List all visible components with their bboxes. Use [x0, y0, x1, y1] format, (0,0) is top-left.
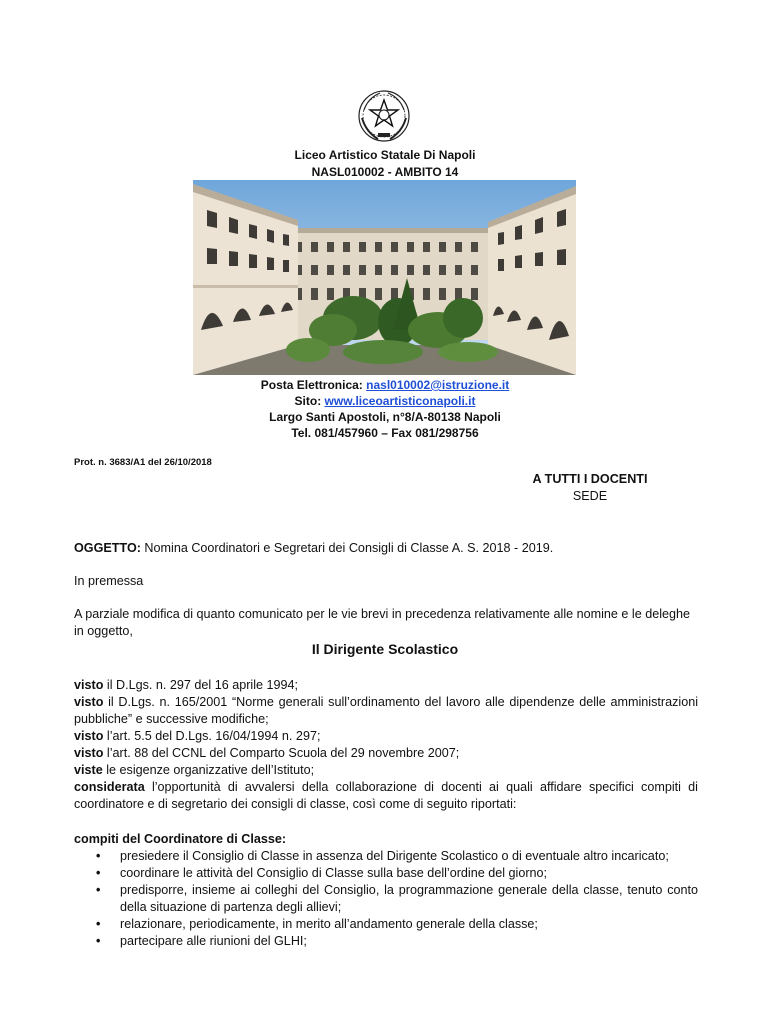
consideration-text: l’opportunità di avvalersi della collaborazione di docenti ai quali affidare specifici compiti di coordinatore e di segretario dei consigli di classe, così come di seguito riportati:: [74, 780, 698, 811]
consideration-keyword: considerata: [74, 780, 145, 794]
consideration-item: [74, 745, 698, 762]
duties-list: [74, 848, 698, 950]
considerations-list: [74, 677, 698, 813]
subject-line: [74, 540, 698, 557]
consideration-item: [74, 779, 698, 813]
consideration-keyword: visto: [74, 695, 104, 709]
intro-paragraph: A parziale modifica di quanto comunicato per le vie brevi in precedenza relativamente alle nomine e le deleghe in oggetto,: [74, 607, 691, 638]
email-link[interactable]: nasl010002@istruzione.it: [366, 378, 510, 392]
consideration-item: [74, 728, 698, 745]
recipient-block: [520, 471, 660, 505]
subject-label: OGGETTO:: [74, 541, 141, 555]
consideration-item: [74, 694, 698, 728]
list-item: • presiedere il Consiglio di Classe in assenza del Dirigente Scolastico o di eventuale altro incaricato;: [74, 848, 698, 865]
list-item: • coordinare le attività del Consiglio di Classe sulla base dell’ordine del giorno;: [74, 865, 698, 882]
consideration-keyword: viste: [74, 763, 103, 777]
email-label: Posta Elettronica:: [260, 378, 363, 392]
list-item: • partecipare alle riunioni del GLHI;: [74, 933, 698, 950]
consideration-text: l’art. 88 del CCNL del Comparto Scuola del 29 novembre 2007;: [103, 746, 460, 760]
consideration-text: l’art. 5.5 del D.Lgs. 16/04/1994 n. 297;: [103, 729, 321, 743]
site-link[interactable]: www.liceoartisticonapoli.it: [324, 394, 476, 408]
consideration-text: il D.Lgs. n. 297 del 16 aprile 1994;: [103, 678, 299, 692]
consideration-keyword: visto: [74, 678, 104, 692]
school-name: Liceo Artistico Statale Di Napoli: [294, 148, 476, 162]
recipient-line: A TUTTI I DOCENTI: [532, 472, 648, 486]
consideration-keyword: visto: [74, 746, 104, 760]
consideration-text: il D.Lgs. n. 165/2001 “Norme generali sull’ordinamento del lavoro alle dipendenze delle amministrazioni pubbliche” e successive modifiche;: [74, 695, 698, 726]
school-code: NASL010002 - AMBITO 14: [311, 165, 459, 179]
subject-text: Nomina Coordinatori e Segretari dei Consigli di Classe A. S. 2018 - 2019.: [140, 541, 554, 555]
site-label: Sito:: [294, 394, 322, 408]
consideration-item: [74, 762, 698, 779]
consideration-item: [74, 677, 698, 694]
protocol-number: Prot. n. 3683/A1 del 26/10/2018: [74, 457, 212, 468]
consideration-text: le esigenze organizzative dell’Istituto;: [102, 763, 315, 777]
email-line: [0, 377, 770, 394]
phone-line: Tel. 081/457960 – Fax 081/298756: [291, 426, 479, 440]
recipient-location: SEDE: [572, 489, 608, 503]
duties-heading: compiti del Coordinatore di Classe:: [74, 832, 287, 846]
list-item: • relazionare, periodicamente, in merito all’andamento generale della classe;: [74, 916, 698, 933]
italian-republic-emblem: [356, 88, 412, 144]
site-line: [0, 393, 770, 410]
list-item: • predisporre, insieme ai colleghi del Consiglio, la programmazione generale della classe, tenuto conto della situazione di partenza degli allievi;: [74, 882, 698, 916]
duties-section: [74, 831, 698, 950]
consideration-keyword: visto: [74, 729, 104, 743]
dirigente-heading: Il Dirigente Scolastico: [311, 641, 459, 657]
address-line: Largo Santi Apostoli, n°8/A-80138 Napoli: [269, 410, 501, 424]
school-courtyard-photo: [193, 180, 576, 375]
premessa: In premessa: [74, 574, 144, 588]
